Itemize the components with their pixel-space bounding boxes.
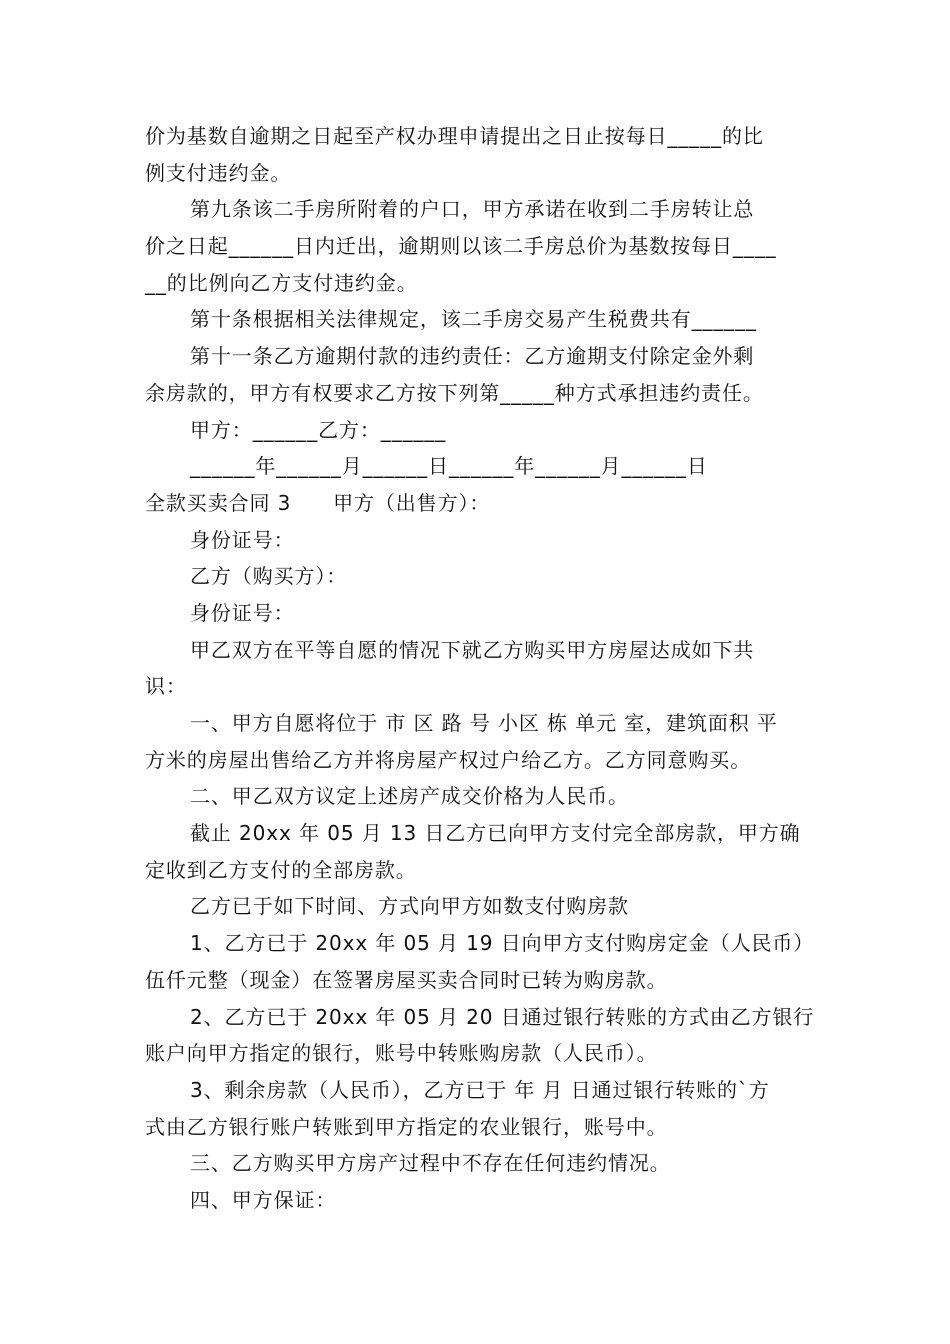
document-line: 四、甲方保证： [190,1187,337,1212]
document-line: 识： [145,674,187,699]
document-line: 第九条该二手房所附着的户口，甲方承诺在收到二手房转让总 [190,197,755,222]
document-line: 方米的房屋出售给乙方并将房屋产权过户给乙方。乙方同意购买。 [145,747,752,772]
document-line: 价为基数自逾期之日起至产权办理申请提出之日止按每日_____的比 [145,124,764,148]
document-line: 1、乙方已于 20xx 年 05 月 19 日向甲方支付购房定金（人民币） [190,931,815,956]
document-line: 3、剩余房款（人民币），乙方已于 年 月 日通过银行转账的`方 [190,1077,770,1102]
document-line: 账户向甲方指定的银行，账号中转账购房款（人民币）。 [145,1041,658,1066]
document-line: 余房款的，甲方有权要求乙方按下列第_____种方式承担违约责任。 [145,380,764,405]
document-line: 乙方（购买方）： [190,564,348,589]
document-line: 甲乙双方在平等自愿的情况下就乙方购买甲方房屋达成如下共 [190,637,755,662]
document-line: 甲方：______乙方：______ [190,417,447,442]
document-line: 乙方已于如下时间、方式向甲方如数支付购房款 [190,894,629,919]
document-line: 三、乙方购买甲方房产过程中不存在任何违约情况。 [190,1151,671,1176]
document-line: 价之日起______日内迁出，逾期则以该二手房总价为基数按每日____ [145,234,777,259]
document-line: __的比例向乙方支付违约金。 [145,270,418,295]
document-line: ______年______月______日______年______月______日 [190,454,708,479]
document-line: 定收到乙方支付的全部房款。 [145,857,417,882]
document-line: 第十条根据相关法律规定，该二手房交易产生税费共有______ [190,307,757,332]
document-line: 例支付违约金。 [145,160,292,185]
document-line: 2、乙方已于 20xx 年 05 月 20 日通过银行转账的方式由乙方银行 [190,1004,815,1029]
document-line: 身份证号： [190,527,295,552]
document-line: 二、甲乙双方议定上述房产成交价格为人民币。 [190,784,629,809]
document-line: 第十一条乙方逾期付款的违约责任：乙方逾期支付除定金外剩 [190,344,755,369]
document-line: 全款买卖合同 3 甲方（出售方）： [145,490,491,515]
document-line: 一、甲方自愿将位于 市 区 路 号 小区 栋 单元 室，建筑面积 平 [190,711,778,735]
document-body [145,118,815,1219]
document-line: 伍仟元整（现金）在签署房屋买卖合同时已转为购房款。 [145,967,668,992]
document-line: 式由乙方银行账户转账到甲方指定的农业银行，账号中。 [145,1114,668,1139]
document-line: 身份证号： [190,600,295,625]
document-line: 截止 20xx 年 05 月 13 日乙方已向甲方支付完全部房款，甲方确 [190,821,801,846]
